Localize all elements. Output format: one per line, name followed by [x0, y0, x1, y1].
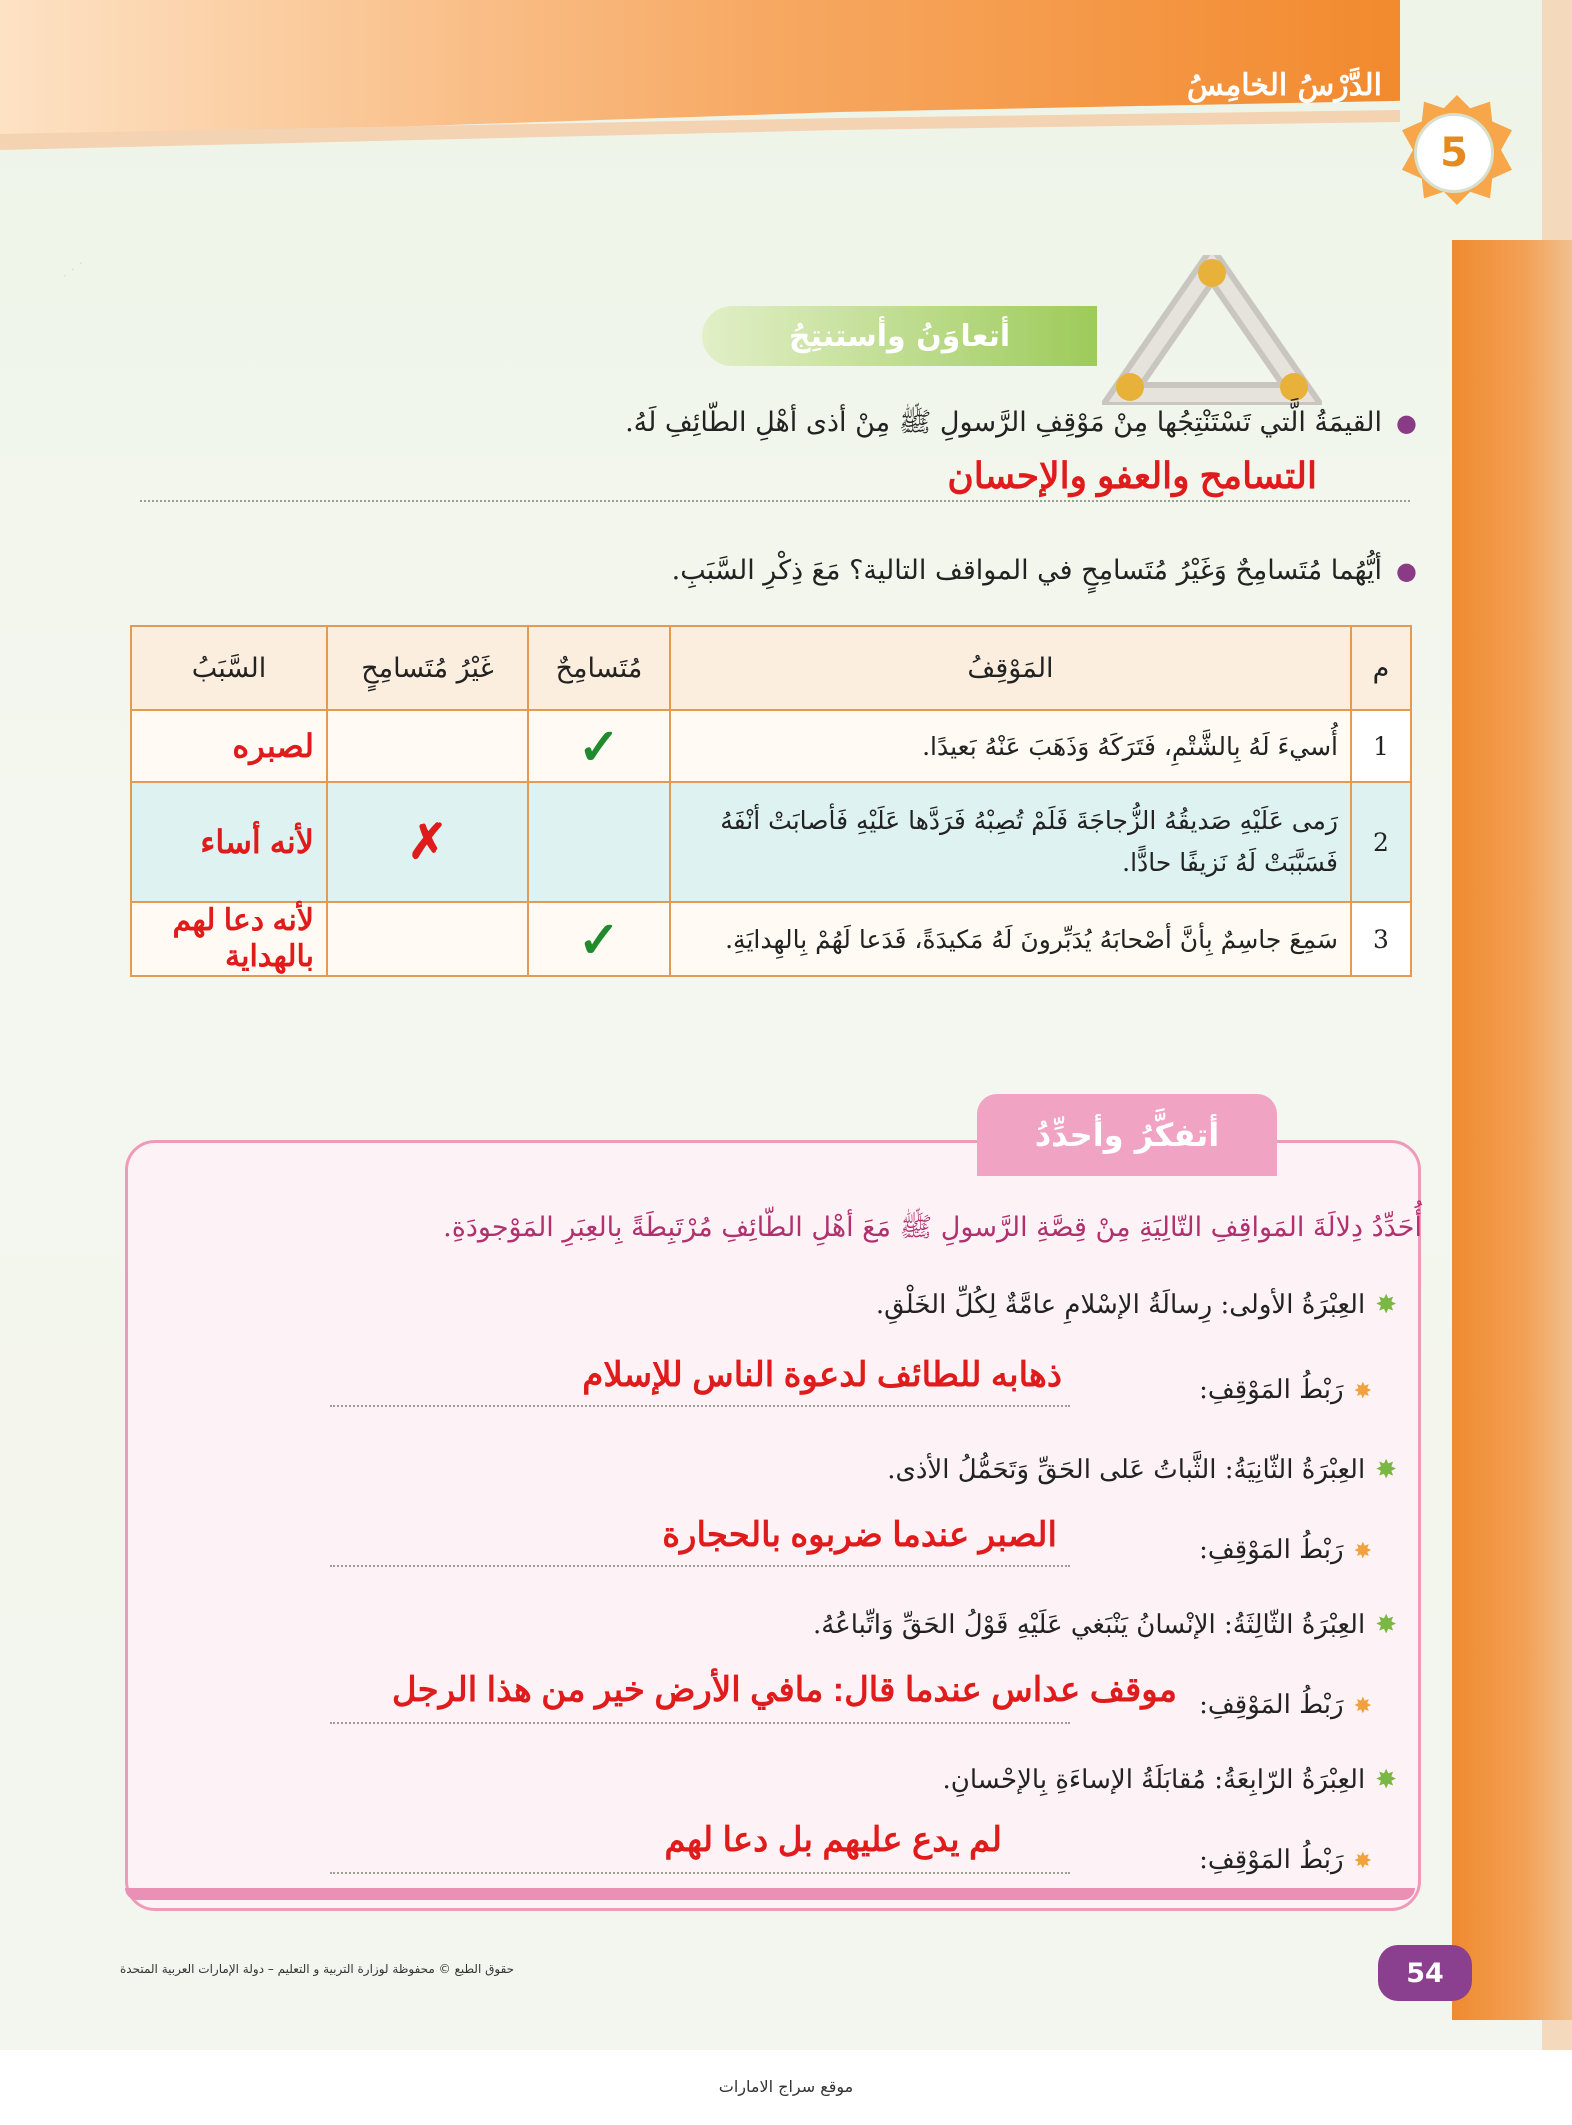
- row-num: 1: [1351, 710, 1411, 782]
- lesson-title: الدَّرْسُ الخامِسُ: [1186, 68, 1382, 103]
- page-number: 54: [1378, 1945, 1472, 2001]
- row-reason: لصبره: [131, 710, 327, 782]
- textbook-page: الدَّرْسُ الخامِسُ 5 · · · أتعاوَنُ وأستنتِجُ ●القيمَةُ الَّتي تَسْتَنْتِجُها مِنْ مَوْقِفِ الرَّسولِ ﷺ مِنْ أذى أهْلِ الطّائِفِ لَهُ. التسامح والعفو والإحسان ●أيُّهُما مُتَسامِحٌ وَغَيْرُ مُتَسامِحٍ في المواقف التالية؟ مَعَ ذِكْرِ السَّبَبِ. م المَوْقِفُ مُتَسامِحٌ غَيْرُ مُتَسامِحٍ السَّبَبُ 1 أُسيءَ لَهُ بِالشَّتْمِ، فَتَرَكَهُ وَذَهَبَ عَنْهُ بَعيدًا. ✓ لصبره 2 رَمى عَلَيْهِ صَديقُهُ الزُّجاجَةَ فَلَمْ تُصِبْهُ فَرَدَّها عَلَيْهِ فَأصابَتْ أنْفَهُ فَسَبَّبَتْ لَهُ نَزيفًا حادًّا. ✗ لأنه أساء 3 سَمِعَ جاسِمٌ بِأنَّ أصْحابَهُ يُدَبِّرونَ لَهُ مَكيدَةً، فَدَعا لَهُمْ بِالهِدايَةِ. ✓ لأنه دعا لهم بالهداية أتفكَّرُ وأحدِّدُ أُحَدِّدُ دِلالَةَ المَواقِفِ التّالِيَةِ مِنْ قِصَّةِ الرَّسولِ ﷺ مَعَ أهْلِ الطّائِفِ مُرْتَبِطَةً بِالعِبَرِ المَوْجودَةِ. ✸العِبْرَةُ الأولى: رِسالَةُ الإسْلامِ عامَّةٌ لِكُلِّ الخَلْقِ. ✸رَبْطُ المَوْقِفِ: ذهابه للطائف لدعوة الناس للإسلام ✸العِبْرَةُ الثّانِيَةُ: الثَّباتُ عَلى الحَقِّ وَتَحَمُّلُ الأذى. ✸رَبْطُ المَوْقِفِ: الصبر عندما ضربوه بالحجارة ✸العِبْرَةُ الثّالِثَةُ: الإنْسانُ يَنْبَغي عَلَيْهِ قَوْلُ الحَقِّ وَاتِّباعُهُ. ✸رَبْطُ المَوْقِفِ: موقف عداس عندما قال: مافي الأرض خير من هذا الرجل ✸العِبْرَةُ الرّابِعَةُ: مُقابَلَةُ الإساءَةِ بِالإحْسانِ. ✸رَبْطُ المَوْقِفِ: لم يدع عليهم بل دعا لهم حقوق الطبع © محفوظة لوزارة التربية و التعليم – دولة الإمارات العربية المتحدة 54: [0, 0, 1572, 2050]
- header-reason: السَّبَبُ: [131, 626, 327, 710]
- row-situation: سَمِعَ جاسِمٌ بِأنَّ أصْحابَهُ يُدَبِّرونَ لَهُ مَكيدَةً، فَدَعا لَهُمْ بِالهِدايَةِ.: [670, 902, 1351, 976]
- flower-icon: ✸: [1375, 1765, 1397, 1795]
- row-situation: أُسيءَ لَهُ بِالشَّتْمِ، فَتَرَكَهُ وَذَهَبَ عَنْهُ بَعيدًا.: [670, 710, 1351, 782]
- answer-line: [330, 1722, 1070, 1724]
- flower-icon: ✸: [1353, 1694, 1372, 1719]
- row-intolerant: [327, 902, 528, 976]
- answer-1: التسامح والعفو والإحسان: [947, 455, 1317, 496]
- answer-line: [330, 1872, 1070, 1874]
- flower-icon: ✸: [1375, 1455, 1397, 1485]
- question-2: ●أيُّهُما مُتَسامِحٌ وَغَيْرُ مُتَسامِحٍ في المواقف التالية؟ مَعَ ذِكْرِ السَّبَبِ.: [671, 555, 1417, 586]
- header-num: م: [1351, 626, 1411, 710]
- link-label-4: ✸رَبْطُ المَوْقِفِ:: [1199, 1845, 1372, 1875]
- question-1: ●القيمَةُ الَّتي تَسْتَنْتِجُها مِنْ مَوْقِفِ الرَّسولِ ﷺ مِنْ أذى أهْلِ الطّائِفِ لَهُ.: [625, 407, 1417, 438]
- link-label-2: ✸رَبْطُ المَوْقِفِ:: [1199, 1535, 1372, 1565]
- side-strip: [1452, 240, 1572, 2020]
- header-situation: المَوْقِفُ: [670, 626, 1351, 710]
- answer-line-1: [140, 500, 1410, 502]
- header-tolerant: مُتَسامِحٌ: [528, 626, 670, 710]
- lesson-4-answer: لم يدع عليهم بل دعا لهم: [664, 1821, 1002, 1859]
- reflect-bottom-bar: [125, 1888, 1415, 1900]
- lesson-1-answer: ذهابه للطائف لدعوة الناس للإسلام: [582, 1356, 1062, 1394]
- site-credit: موقع سراج الامارات: [718, 2077, 854, 2096]
- collaboration-icon: [1102, 255, 1322, 405]
- lesson-3: ✸العِبْرَةُ الثّالِثَةُ: الإنْسانُ يَنْبَغي عَلَيْهِ قَوْلُ الحَقِّ وَاتِّباعُهُ.: [813, 1610, 1397, 1640]
- lesson-2-answer: الصبر عندما ضربوه بالحجارة: [662, 1516, 1057, 1554]
- copyright-note: حقوق الطبع © محفوظة لوزارة التربية و التعليم – دولة الإمارات العربية المتحدة: [120, 1962, 515, 1976]
- row-reason: لأنه أساء: [131, 782, 327, 902]
- cross-icon: ✗: [327, 782, 528, 902]
- lesson-2: ✸العِبْرَةُ الثّانِيَةُ: الثَّباتُ عَلى الحَقِّ وَتَحَمُّلُ الأذى.: [887, 1455, 1397, 1485]
- row-intolerant: [327, 710, 528, 782]
- link-label-3: ✸رَبْطُ المَوْقِفِ:: [1199, 1690, 1372, 1720]
- flower-icon: ✸: [1375, 1610, 1397, 1640]
- table-row: [131, 710, 1411, 782]
- bullet-icon: ●: [1396, 557, 1417, 585]
- row-tolerant: [528, 782, 670, 902]
- table-row: [131, 902, 1411, 976]
- row-num: 2: [1351, 782, 1411, 902]
- flower-icon: ✸: [1353, 1849, 1372, 1874]
- answer-line: [330, 1565, 1070, 1567]
- table-header-row: [131, 626, 1411, 710]
- flower-icon: ✸: [1353, 1379, 1372, 1404]
- situations-table: [130, 625, 1412, 977]
- reflect-instruction: أُحَدِّدُ دِلالَةَ المَواقِفِ التّالِيَةِ مِنْ قِصَّةِ الرَّسولِ ﷺ مَعَ أهْلِ الطّائِفِ مُرْتَبِطَةً بِالعِبَرِ المَوْجودَةِ.: [443, 1212, 1422, 1243]
- lesson-3-answer: موقف عداس عندما قال: مافي الأرض خير من هذا الرجل: [391, 1671, 1177, 1709]
- lesson-number: 5: [1414, 113, 1494, 193]
- header-intolerant: غَيْرُ مُتَسامِحٍ: [327, 626, 528, 710]
- reflect-header: أتفكَّرُ وأحدِّدُ: [977, 1094, 1277, 1176]
- table-row: [131, 782, 1411, 902]
- collaborate-header: أتعاوَنُ وأستنتِجُ: [702, 306, 1097, 366]
- lesson-4: ✸العِبْرَةُ الرّابِعَةُ: مُقابَلَةُ الإساءَةِ بِالإحْسانِ.: [942, 1765, 1397, 1795]
- bullet-icon: ●: [1396, 409, 1417, 437]
- flower-icon: ✸: [1353, 1539, 1372, 1564]
- check-icon: ✓: [528, 710, 670, 782]
- row-num: 3: [1351, 902, 1411, 976]
- lesson-1: ✸العِبْرَةُ الأولى: رِسالَةُ الإسْلامِ عامَّةٌ لِكُلِّ الخَلْقِ.: [875, 1290, 1397, 1320]
- row-situation: رَمى عَلَيْهِ صَديقُهُ الزُّجاجَةَ فَلَمْ تُصِبْهُ فَرَدَّها عَلَيْهِ فَأصابَتْ أنْفَهُ فَسَبَّبَتْ لَهُ نَزيفًا حادًّا.: [670, 782, 1351, 902]
- row-reason: لأنه دعا لهم بالهداية: [131, 902, 327, 976]
- check-icon: ✓: [528, 902, 670, 976]
- answer-line: [330, 1405, 1070, 1407]
- link-label-1: ✸رَبْطُ المَوْقِفِ:: [1199, 1375, 1372, 1405]
- flower-icon: ✸: [1375, 1290, 1397, 1320]
